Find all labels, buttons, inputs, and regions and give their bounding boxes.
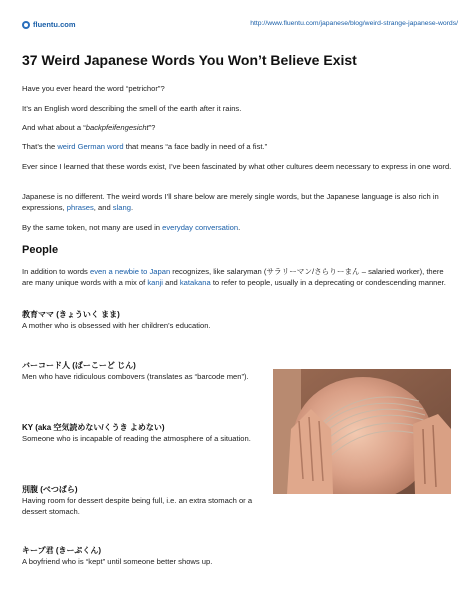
german-word: backpfeifengesicht [85, 123, 149, 132]
text-fragment: ”? [148, 123, 156, 132]
text-fragment: recognizes, like salaryman (サラリーマン/さらりーまん – salaried worker), there are many unique words with a mix of [22, 267, 444, 287]
text-fragment: Japanese is no different. The weird words I’ll share below are merely single words, but the Japanese language is also rich in expressions, [22, 192, 439, 212]
word-entry [22, 484, 262, 517]
site-logo[interactable] [22, 20, 76, 29]
word-term: KY (aka 空気読めない/くうき よめない) [22, 423, 165, 432]
word-definition: A boyfriend who is “kept” until someone better shows up. [22, 557, 213, 566]
word-entry [22, 309, 452, 331]
text-fragment: In addition to words [22, 267, 90, 276]
weird-german-word-link[interactable]: weird German word [57, 142, 124, 151]
text-fragment: By the same token, not many are used in [22, 223, 163, 232]
intro-paragraph-4 [22, 141, 452, 152]
intro-paragraph-2: It’s an English word describing the smell of the earth after it rains. [22, 104, 242, 113]
text-fragment: That’s the [22, 142, 58, 151]
intro-paragraph-3 [22, 122, 452, 133]
intro-paragraph-7 [22, 222, 452, 233]
word-term: バーコード人 (ばーこーど じん) [22, 361, 136, 370]
people-intro-paragraph [22, 266, 452, 288]
text-fragment: to refer to people, usually in a deprecating or condescending manner. [210, 278, 446, 287]
intro-paragraph-5: Ever since I learned that these words exist, I’ve been fascinated by what other cultures deem necessary to express in one word. [22, 162, 452, 171]
page-url[interactable]: http://www.fluentu.com/japanese/blog/weird-strange-japanese-words/ [250, 20, 458, 27]
slang-link[interactable]: slang [112, 203, 131, 212]
intro-paragraph-1: Have you ever heard the word “petrichor”? [22, 84, 165, 93]
text-fragment: that means “a face badly in need of a fist.” [123, 142, 268, 151]
fluentu-logo-icon [22, 21, 30, 29]
text-fragment: . [238, 223, 241, 232]
word-definition: Men who have ridiculous combovers (translates as “barcode men”). [22, 372, 249, 381]
phrases-link[interactable]: phrases [66, 203, 94, 212]
page-title: 37 Weird Japanese Words You Won’t Believe Exist [22, 52, 357, 68]
section-heading-people: People [22, 244, 59, 256]
text-fragment: and [162, 278, 180, 287]
intro-paragraph-6 [22, 191, 452, 213]
word-definition: Someone who is incapable of reading the atmosphere of a situation. [22, 434, 251, 443]
site-name: fluentu.com [33, 20, 76, 29]
katakana-link[interactable]: katakana [179, 278, 211, 287]
everyday-conversation-link[interactable]: everyday conversation [162, 223, 239, 232]
word-entry [22, 422, 262, 444]
word-definition: A mother who is obsessed with her children’s education. [22, 321, 211, 330]
text-fragment: , and [93, 203, 113, 212]
combover-photo [273, 369, 451, 494]
kanji-link[interactable]: kanji [147, 278, 163, 287]
word-term: 別腹 (べつばら) [22, 485, 78, 494]
text-fragment: . [130, 203, 134, 212]
word-term: キープ君 (きーぷくん) [22, 546, 101, 555]
text-fragment: And what about a “ [22, 123, 86, 132]
combover-photo-icon [273, 369, 451, 494]
newbie-to-japan-link[interactable]: even a newbie to Japan [89, 267, 171, 276]
word-definition: Having room for dessert despite being full, i.e. an extra stomach or a dessert stomach. [22, 496, 253, 516]
word-entry [22, 360, 262, 382]
page-header [22, 20, 458, 34]
word-term: 教育ママ (きょういく まま) [22, 310, 120, 319]
word-entry [22, 545, 452, 567]
